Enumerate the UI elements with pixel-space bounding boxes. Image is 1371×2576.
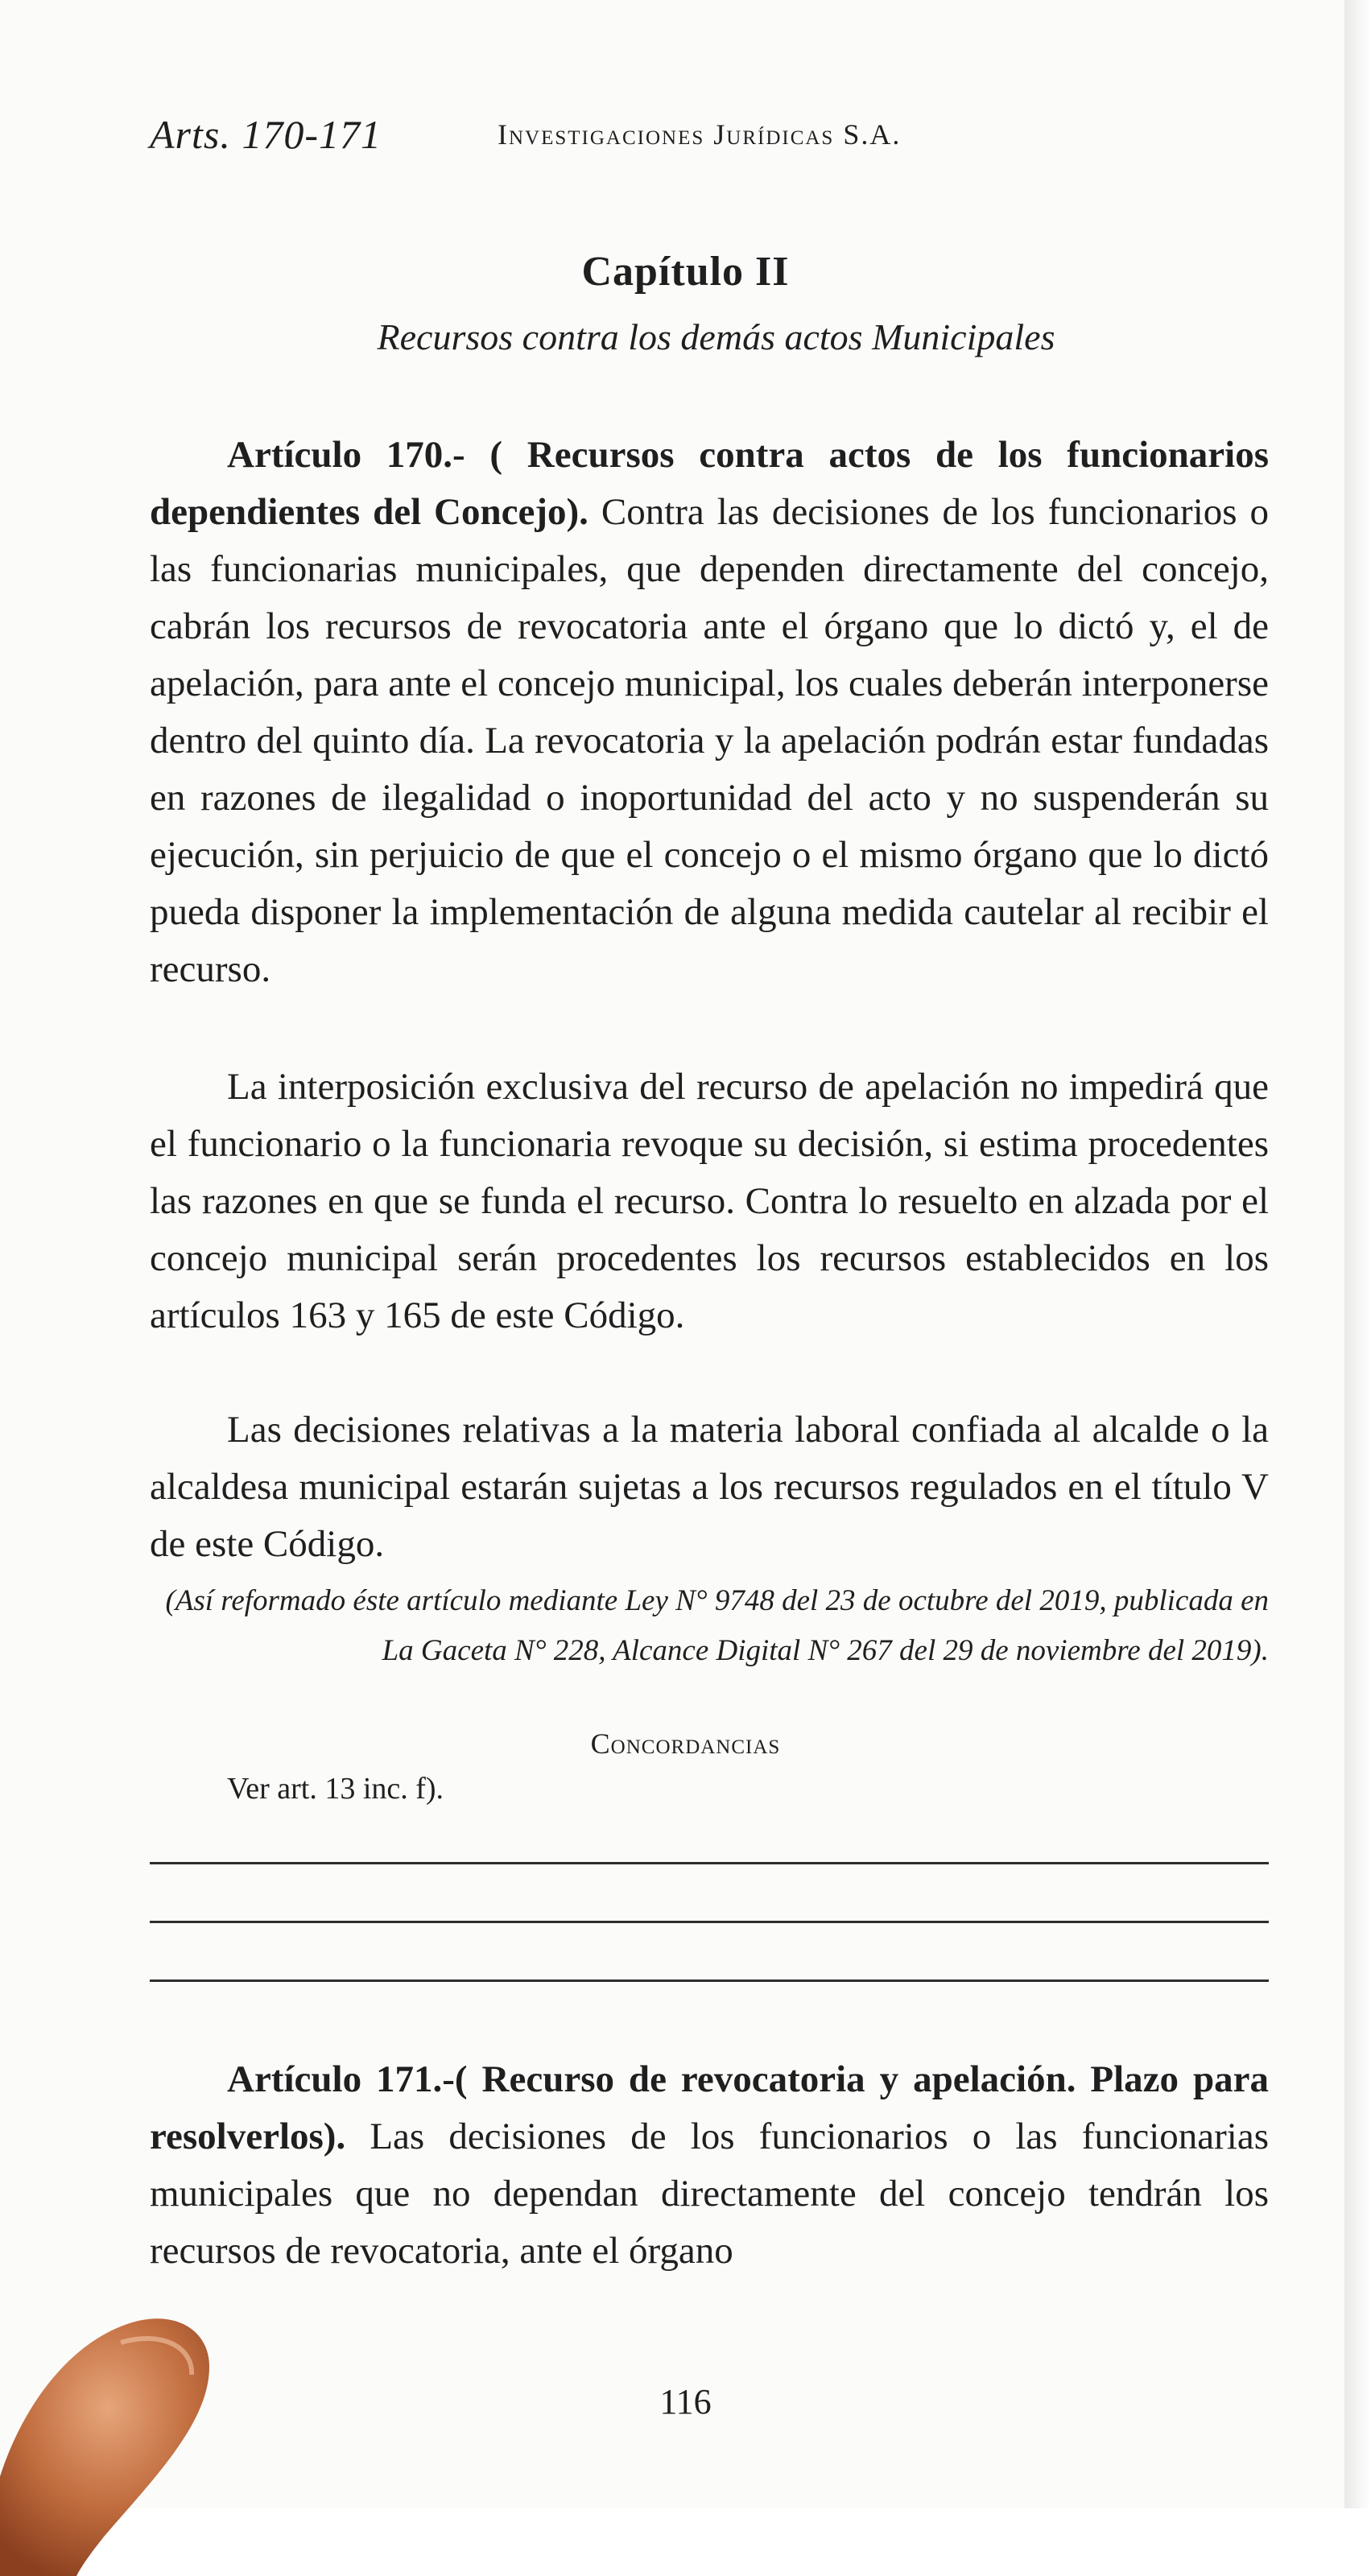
article-170-paragraph-1 <box>150 427 1269 998</box>
divider-line-1 <box>150 1862 1269 1864</box>
reform-note: (Así reformado éste artículo mediante Ley N° 9748 del 23 de octubre del 2019, publicada en La Gaceta N° 228, Alcance Digital N° 267 del 29 de noviembre del 2019). <box>165 1584 1269 1667</box>
running-header <box>150 111 1277 167</box>
article-170-paragraph-3: Las decisiones relativas a la materia laboral confiada al alcalde o la alcaldesa municipal estarán sujetas a los recursos regulados en el título V de este Código. <box>150 1409 1269 1565</box>
article-170-paragraph-1-text: Contra las decisiones de los funcionarios o las funcionarias municipales, que dependen directamente del concejo, cabrán los recursos de revocatoria ante el órgano que lo dictó y, el de apelación, para ante el concejo municipal, los cuales deberán interponerse dentro del quinto día. La revocatoria y la apelación podrán estar fundadas en razones de ilegalidad o inoportunidad del acto y no suspenderán su ejecución, sin perjuicio de que el concejo o el mismo órgano que lo dictó pueda disponer la implementación de alguna medida cautelar al recibir el recurso. <box>150 491 1269 990</box>
publisher-name: Investigaciones Jurídicas S.A. <box>498 118 902 151</box>
chapter-title: Capítulo II <box>581 249 790 295</box>
chapter-subtitle: Recursos contra los demás actos Municipales <box>377 316 1055 357</box>
thumb-holding-page <box>0 2270 233 2576</box>
article-170-paragraph-2: La interposición exclusiva del recurso de apelación no impedirá que el funcionario o la funcionaria revoque su decisión, si estima procedentes las razones en que se funda el recurso. Contra lo resuelto en alzada por el concejo municipal serán procedentes los recursos establecidos en los artículos 163 y 165 de este Código. <box>150 1066 1269 1336</box>
concordancias-reference: Ver art. 13 inc. f). <box>227 1772 444 1806</box>
divider-line-3 <box>150 1979 1269 1982</box>
article-171-heading: Artículo 171.-( Recurso de revocatoria y apelación. Plazo para resolverlos). <box>150 2058 1269 2157</box>
page-number: 116 <box>659 2382 712 2421</box>
article-170-heading: Artículo 170.- ( Recursos contra actos de los funcionarios dependientes del Concejo). <box>150 434 1269 533</box>
concordancias-heading: Concordancias <box>590 1728 781 1760</box>
article-171-paragraph-1-text: Las decisiones de los funcionarios o las funcionarias municipales que no dependan directamente del concejo tendrán los recursos de revocatoria, ante el órgano <box>150 2116 1269 2272</box>
article-range-label: Arts. 170-171 <box>150 112 382 157</box>
article-171-paragraph-1 <box>150 2051 1269 2280</box>
page-gutter-shadow <box>1344 0 1371 2508</box>
divider-line-2 <box>150 1921 1269 1923</box>
